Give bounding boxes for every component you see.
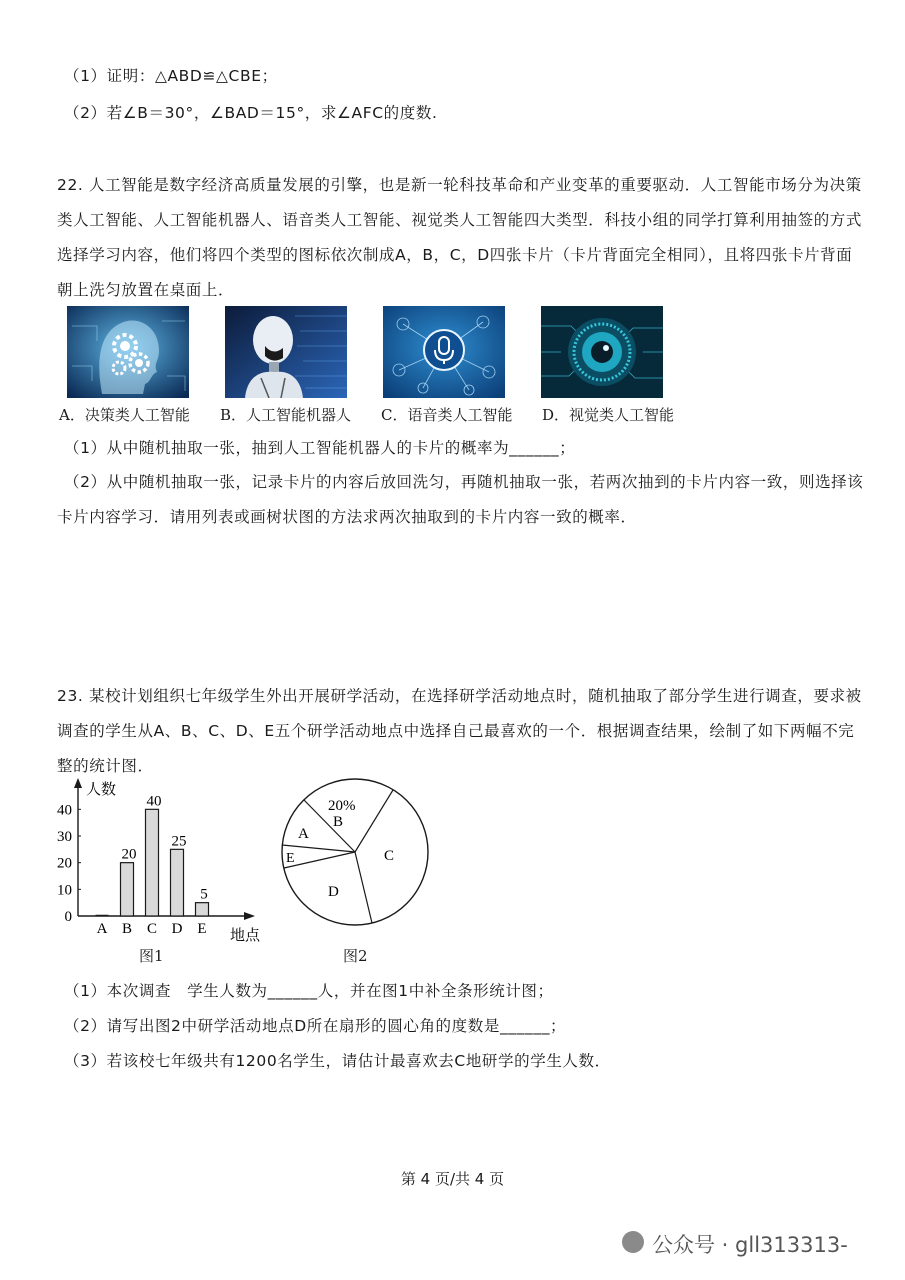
fig1-caption: 图1 (139, 947, 164, 965)
pie-label-e: E (286, 851, 295, 866)
watermark-text: 公众号 · gll313313- (652, 1233, 848, 1257)
card-d-image (541, 306, 663, 398)
x-axis-arrow (244, 912, 255, 920)
bar (121, 863, 134, 916)
y-tick-label: 40 (57, 802, 72, 819)
pie-label-d: D (328, 884, 339, 900)
bar (196, 903, 209, 916)
q21-part1: （1）证明：△ABD≌△CBE； (64, 67, 278, 85)
pie-divider-de (284, 852, 355, 868)
x-tick-label: B (121, 921, 133, 937)
pie-divider-bc (355, 790, 393, 852)
wechat-icon (622, 1231, 644, 1253)
pie-divider-cd (355, 852, 372, 923)
q22-stem-line2: 类人工智能、人工智能机器人、语音类人工智能、视觉类人工智能四大类型．科技小组的同学打算利用抽签的方式 (57, 211, 863, 229)
eye-lens-icon (541, 306, 663, 398)
pie-label-c: C (384, 848, 395, 864)
y-tick-label: 10 (57, 882, 72, 899)
bar-data-label: 5 (200, 886, 208, 903)
card-b-caption: B．人工智能机器人 (220, 406, 352, 424)
q23-part3: （3）若该校七年级共有1200名学生，请估计最喜欢去C地研学的学生人数． (64, 1052, 611, 1070)
x-axis-label: 地点 (230, 928, 261, 944)
microphone-network-icon (383, 306, 505, 398)
q22-stem-line3: 选择学习内容，他们将四个类型的图标依次制成A，B，C，D四张卡片（卡片背面完全相同），且将四张卡片背面 (57, 246, 853, 264)
bar-data-label: 40 (146, 793, 162, 810)
bar (146, 809, 159, 916)
pie-annotation-b: 20% (328, 798, 356, 814)
robot-icon (225, 306, 347, 398)
card-d-caption: D．视觉类人工智能 (542, 406, 675, 424)
q23-part1: （1）本次调查 学生人数为______人，并在图1中补全条形统计图； (64, 982, 554, 1000)
q22-stem-line4: 朝上洗匀放置在桌面上． (57, 281, 235, 299)
x-tick-label: D (171, 921, 183, 937)
x-tick-label: C (146, 921, 158, 937)
card-c-image (383, 306, 505, 398)
bar-chart (52, 772, 272, 972)
card-a-image (67, 306, 189, 398)
bar-data-label: 25 (171, 833, 187, 850)
y-tick-label: 20 (57, 855, 72, 872)
q21-part2: （2）若∠B＝30°，∠BAD＝15°，求∠AFC的度数. (64, 104, 438, 122)
q22-part1: （1）从中随机抽取一张，抽到人工智能机器人的卡片的概率为______； (64, 439, 576, 457)
page-footer: 第 4 页/共 4 页 (400, 1170, 505, 1188)
card-b-image (225, 306, 347, 398)
q22-part2-line1: （2）从中随机抽取一张，记录卡片的内容后放回洗匀，再随机抽取一张，若两次抽到的卡片内容一致，则选择该 (64, 473, 864, 491)
card-a-caption: A．决策类人工智能 (59, 406, 190, 424)
bar (171, 849, 184, 916)
x-tick-label: A (96, 921, 108, 937)
y-axis-arrow (74, 778, 82, 788)
fig2-caption: 图2 (343, 947, 368, 965)
y-tick-label: 0 (64, 909, 72, 925)
q22-part2-line2: 卡片内容学习．请用列表或画树状图的方法求两次抽取到的卡片内容一致的概率． (57, 508, 637, 526)
q23-part2: （2）请写出图2中研学活动地点D所在扇形的圆心角的度数是______； (64, 1017, 567, 1035)
q23-stem-line3: 整的统计图． (57, 757, 154, 775)
q23-stem-line2: 调查的学生从A、B、C、D、E五个研学活动地点中选择自己最喜欢的一个．根据调查结果，绘制了如下两幅不完 (57, 722, 855, 740)
y-axis-label: 人数 (86, 782, 117, 798)
pie-label-b: B (333, 814, 344, 830)
pie-chart (272, 772, 442, 972)
ai-head-gears-icon (67, 306, 189, 398)
x-tick-label: E (197, 921, 207, 937)
card-c-caption: C．语音类人工智能 (381, 406, 513, 424)
bar-data-label: 20 (121, 846, 137, 863)
q22-stem-line1: 22. 人工智能是数字经济高质量发展的引擎，也是新一轮科技革命和产业变革的重要驱动．人工智能市场分为决策 (57, 176, 862, 194)
y-tick-label: 30 (57, 829, 72, 845)
q23-stem-line1: 23. 某校计划组织七年级学生外出开展研学活动，在选择研学活动地点时，随机抽取了部分学生进行调查，要求被 (57, 687, 862, 705)
pie-label-a: A (298, 826, 309, 842)
